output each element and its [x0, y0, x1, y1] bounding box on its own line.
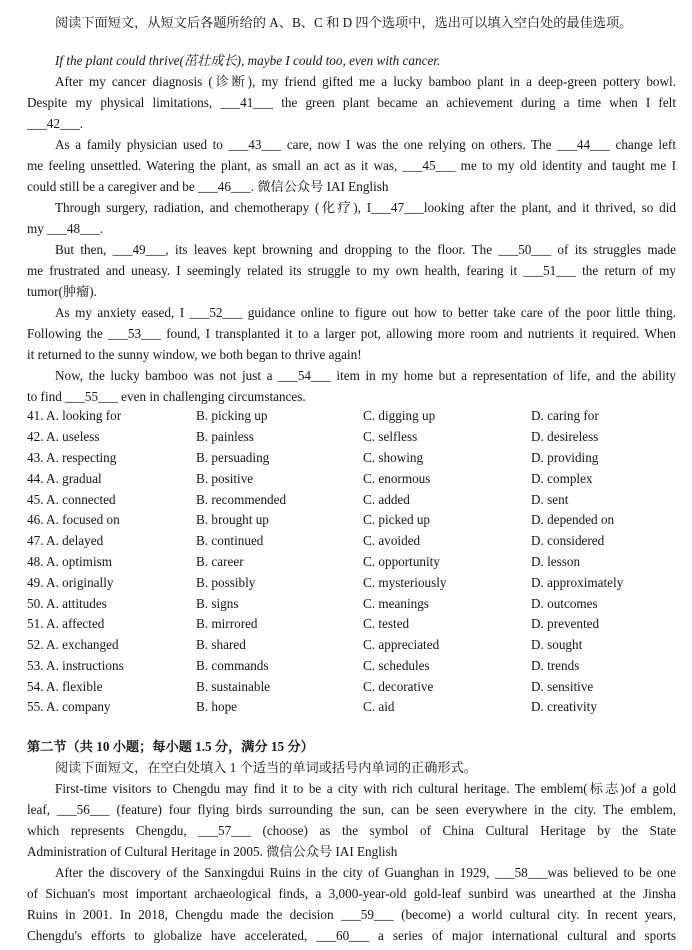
option-a: 53. A. instructions [27, 658, 124, 673]
option-a: 42. A. useless [27, 429, 100, 444]
option-b: B. painless [196, 429, 254, 444]
option-c: C. picked up [363, 512, 431, 527]
passage-line: After my cancer diagnosis (诊断), my friend gifted me a lucky bamboo plant in a deep-green pottery bowl. [55, 74, 676, 89]
option-d: D. sought [531, 637, 583, 652]
option-a: 52. A. exchanged [27, 637, 119, 652]
option-row-54 [27, 678, 687, 696]
passage-line: First-time visitors to Chengdu may find it to be a city with rich cultural heritage. The emblem(标志)of a gold [55, 781, 676, 796]
option-c: C. enormous [363, 471, 431, 486]
option-b: B. brought up [196, 512, 269, 527]
passage-line: As my anxiety eased, I ___52___ guidance online to figure out how to better take care of the poor little thing. [55, 305, 676, 320]
option-d: D. considered [531, 533, 605, 548]
option-b: B. recommended [196, 492, 287, 507]
option-d: D. depended on [531, 512, 615, 527]
passage-line: of Sichuan's most important archaeological finds, a 3,000-year-old gold-leaf sunbird was unearthed at the Jinsha [27, 886, 676, 901]
option-c: C. meanings [363, 596, 429, 611]
option-b: B. persuading [196, 450, 270, 465]
option-d: D. approximately [531, 575, 624, 590]
option-b: B. commands [196, 658, 269, 673]
option-row-41 [27, 407, 687, 425]
option-a: 44. A. gradual [27, 471, 102, 486]
option-b: B. hope [196, 699, 238, 714]
option-a: 43. A. respecting [27, 450, 117, 465]
option-row-51 [27, 615, 687, 633]
passage-line: it returned to the sunny window, we both began to thrive again! [27, 347, 362, 362]
option-c: C. aid [363, 699, 395, 714]
option-d: D. outcomes [531, 596, 598, 611]
option-b: B. possibly [196, 575, 256, 590]
section-heading: 第二节（共 10 小题；每小题 1.5 分，满分 15 分） [27, 739, 314, 754]
passage-line: leaf, ___56___ (feature) four flying birds surrounding the sun, can be seen everywhere in the city. The emblem, [27, 802, 676, 817]
option-b: B. picking up [196, 408, 268, 423]
option-d: D. caring for [531, 408, 599, 423]
option-d: D. creativity [531, 699, 597, 714]
passage-line: to find ___55___ even in challenging circumstances. [27, 389, 306, 404]
option-a: 49. A. originally [27, 575, 114, 590]
section-instruction: 阅读下面短文，在空白处填入 1 个适当的单词或括号内单词的正确形式。 [55, 760, 477, 775]
option-d: D. trends [531, 658, 580, 673]
option-b: B. career [196, 554, 244, 569]
passage-line: Following the ___53___ found, I transplanted it to a larger pot, allowing more room and nutrients it required. When [27, 326, 676, 341]
option-a: 55. A. company [27, 699, 111, 714]
passage-line: tumor(肿瘤). [27, 284, 97, 299]
passage-line: Through surgery, radiation, and chemotherapy (化疗), I___47___looking after the plant, and it thrived, so did [55, 200, 676, 215]
option-a: 50. A. attitudes [27, 596, 107, 611]
option-c: C. schedules [363, 658, 430, 673]
passage-title: If the plant could thrive(茁壮成长), maybe I could too, even with cancer. [55, 53, 441, 68]
option-a: 46. A. focused on [27, 512, 120, 527]
option-row-46 [27, 511, 687, 529]
passage-line: Administration of Cultural Heritage in 2005. 微信公众号 IAI English [27, 844, 398, 859]
option-d: D. providing [531, 450, 599, 465]
option-a: 41. A. looking for [27, 408, 122, 423]
option-row-53 [27, 657, 687, 675]
option-a: 48. A. optimism [27, 554, 112, 569]
option-row-49 [27, 574, 687, 592]
option-c: C. added [363, 492, 410, 507]
option-row-50 [27, 595, 687, 613]
option-row-42 [27, 428, 687, 446]
passage-line: ___42___. [27, 116, 84, 131]
option-b: B. signs [196, 596, 239, 611]
passage-line: my ___48___. [27, 221, 104, 236]
passage-line: me feeling unsettled. Watering the plant, as small an act as it was, ___45___ me to my old identity and taught me I [27, 158, 676, 173]
option-d: D. desireless [531, 429, 599, 444]
option-c: C. mysteriously [363, 575, 447, 590]
option-b: B. continued [196, 533, 264, 548]
option-row-52 [27, 636, 687, 654]
passage-line: As a family physician used to ___43___ care, now I was the one relying on others. The ___44___ change left [55, 137, 676, 152]
option-c: C. selfless [363, 429, 418, 444]
passage-line: But then, ___49___, its leaves kept browning and dropping to the floor. The ___50___ of its struggles made [55, 242, 676, 257]
option-d: D. sent [531, 492, 569, 507]
option-row-48 [27, 553, 687, 571]
passage-line: After the discovery of the Sanxingdui Ruins in the city of Guanghan in 1929, ___58___was believed to be one [55, 865, 676, 880]
option-row-55 [27, 698, 687, 716]
option-d: D. lesson [531, 554, 581, 569]
option-c: C. decorative [363, 679, 434, 694]
option-d: D. complex [531, 471, 593, 486]
option-row-43 [27, 449, 687, 467]
option-b: B. shared [196, 637, 246, 652]
passage-line: Chengdu's efforts to globalize have accelerated, ___60___ a series of major international cultural and sports [27, 928, 676, 943]
passage-line: which represents Chengdu, ___57___ (choose) as the symbol of China Cultural Heritage by the State [27, 823, 676, 838]
option-d: D. sensitive [531, 679, 594, 694]
passage-line: could still be a caregiver and be ___46___. 微信公众号 IAI English [27, 179, 389, 194]
option-c: C. appreciated [363, 637, 440, 652]
instruction-text: 阅读下面短文，从短文后各题所给的 A、B、C 和 D 四个选项中，选出可以填入空白处的最佳选项。 [55, 15, 633, 30]
option-c: C. opportunity [363, 554, 440, 569]
option-c: C. tested [363, 616, 410, 631]
option-c: C. avoided [363, 533, 421, 548]
option-b: B. sustainable [196, 679, 270, 694]
option-d: D. prevented [531, 616, 600, 631]
option-a: 54. A. flexible [27, 679, 103, 694]
option-a: 51. A. affected [27, 616, 105, 631]
option-b: B. mirrored [196, 616, 258, 631]
passage-line: Ruins in 2001. In 2018, Chengdu made the decision ___59___ (become) a world cultural city. In recent years, [27, 907, 676, 922]
passage-line: me frustrated and uneasy. I seemingly related its struggle to my own health, fearing it ___51___ the return of my [27, 263, 676, 278]
option-row-47 [27, 532, 687, 550]
option-c: C. digging up [363, 408, 436, 423]
option-a: 47. A. delayed [27, 533, 104, 548]
passage-line: Despite my physical limitations, ___41___ the green plant became an achievement during a time when I felt [27, 95, 676, 110]
option-row-45 [27, 491, 687, 509]
passage-line: Now, the lucky bamboo was not just a ___54___ item in my home but a representation of life, and the ability [55, 368, 676, 383]
option-row-44 [27, 470, 687, 488]
option-c: C. showing [363, 450, 424, 465]
option-b: B. positive [196, 471, 254, 486]
option-a: 45. A. connected [27, 492, 116, 507]
